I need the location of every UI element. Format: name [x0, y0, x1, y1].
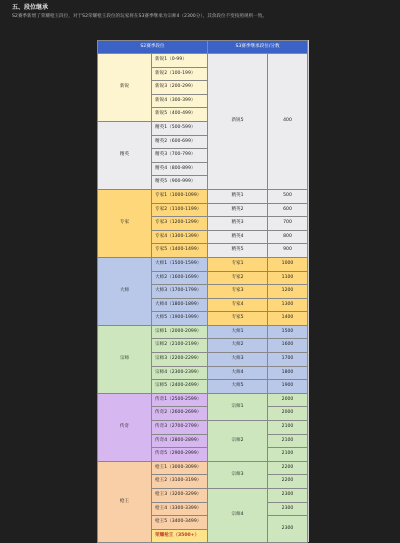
s3-points-cell: 2000 — [268, 407, 308, 421]
s3-rank-cell: 宗师2 — [208, 421, 268, 462]
sub-rank-cell: 传奇4（2800-2899） — [152, 434, 208, 448]
sub-rank-cell: 新锐1（0-99） — [152, 54, 208, 68]
sub-rank-cell: 专家4（1300-1399） — [152, 230, 208, 244]
sub-rank-cell: 宗师1（2000-2099） — [152, 325, 208, 339]
sub-rank-cell: 宗师3（2200-2299） — [152, 353, 208, 367]
s3-rank-cell: 宗师4 — [208, 489, 268, 543]
s3-points-cell: 1700 — [268, 353, 308, 367]
sub-rank-cell: 新锐3（200-299） — [152, 81, 208, 95]
s3-rank-cell: 宗师1 — [208, 393, 268, 420]
sub-rank-cell: 精英5（900-999） — [152, 176, 208, 190]
s3-points-cell: 1500 — [268, 325, 308, 339]
tier-cell-zongshi: 宗师 — [98, 325, 152, 393]
sub-rank-cell: 精英4（800-899） — [152, 162, 208, 176]
sub-rank-cell: 枪王2（3100-3199） — [152, 475, 208, 489]
s3-rank-cell: 专家4 — [208, 298, 268, 312]
s3-points-cell: 700 — [268, 217, 308, 231]
header-s2-rank: S2赛季段位 — [98, 41, 208, 54]
s3-rank-cell: 大师4 — [208, 366, 268, 380]
sub-rank-cell: 专家2（1100-1199） — [152, 203, 208, 217]
s3-points-cell: 500 — [268, 189, 308, 203]
s3-points-cell: 1000 — [268, 257, 308, 271]
s3-points-cell: 1900 — [268, 380, 308, 394]
s3-points-cell: 400 — [268, 54, 308, 190]
sub-rank-cell: 大师2（1600-1699） — [152, 271, 208, 285]
s3-points-cell: 1200 — [268, 285, 308, 299]
s3-rank-cell: 专家1 — [208, 257, 268, 271]
section-description: S2赛季新增了荣耀枪王段位，对于S2荣耀枪王段位的玩家将在S3赛季继承为宗师4（2300分），其余段位不变按照规则一致。 — [12, 14, 267, 19]
s3-points-cell: 800 — [268, 230, 308, 244]
s3-rank-cell: 专家5 — [208, 312, 268, 326]
s3-points-cell: 2200 — [268, 461, 308, 475]
sub-rank-cell: 大师5（1900-1999） — [152, 312, 208, 326]
sub-rank-cell: 传奇5（2900-2999） — [152, 448, 208, 462]
sub-rank-cell: 精英2（600-699） — [152, 135, 208, 149]
table-row — [98, 54, 308, 68]
sub-rank-cell: 枪王3（3200-3299） — [152, 489, 208, 503]
sub-rank-cell: 大师3（1700-1799） — [152, 285, 208, 299]
s3-points-cell: 2100 — [268, 421, 308, 435]
sub-rank-cell: 宗师5（2400-2499） — [152, 380, 208, 394]
s3-rank-cell: 宗师3 — [208, 461, 268, 488]
s3-points-cell: 2200 — [268, 475, 308, 489]
section-heading: 五、段位继承 — [12, 4, 49, 11]
s3-rank-cell: 专家2 — [208, 271, 268, 285]
s3-rank-cell: 精英4 — [208, 230, 268, 244]
s3-rank-cell: 大师2 — [208, 339, 268, 353]
sub-rank-cell: 枪王4（3300-3399） — [152, 502, 208, 516]
s3-points-cell: 2100 — [268, 448, 308, 462]
sub-rank-cell: 专家1（1000-1099） — [152, 189, 208, 203]
glory-rank-label: 荣耀枪王（3500+） — [155, 532, 200, 538]
sub-rank-cell: 传奇2（2600-2699） — [152, 407, 208, 421]
s3-points-cell: 2300 — [268, 502, 308, 516]
rank-inheritance-table — [97, 40, 308, 543]
table-row — [98, 461, 308, 475]
tier-cell-xinrui: 新锐 — [98, 54, 152, 122]
s3-points-cell: 2000 — [268, 393, 308, 407]
s3-points-cell: 2300 — [268, 489, 308, 503]
table-row — [98, 189, 308, 203]
sub-rank-cell: 枪王1（3000-3099） — [152, 461, 208, 475]
s3-rank-cell: 大师5 — [208, 380, 268, 394]
sub-rank-cell: 传奇1（2500-2599） — [152, 393, 208, 407]
s3-rank-cell: 大师3 — [208, 353, 268, 367]
sub-rank-cell: 宗师2（2100-2199） — [152, 339, 208, 353]
s3-rank-cell: 精英3 — [208, 217, 268, 231]
s3-rank-cell: 精英2 — [208, 203, 268, 217]
tier-cell-dashi: 大师 — [98, 257, 152, 325]
sub-rank-cell: 枪王5（3400-3499） — [152, 516, 208, 530]
table-row — [98, 257, 308, 271]
sub-rank-cell: 新锐5（400-499） — [152, 108, 208, 122]
s3-points-cell: 1600 — [268, 339, 308, 353]
s3-points-cell: 1100 — [268, 271, 308, 285]
s3-rank-cell: 精英5 — [208, 244, 268, 258]
sub-rank-cell: 大师4（1800-1899） — [152, 298, 208, 312]
s3-points-cell: 600 — [268, 203, 308, 217]
s3-points-cell: 2100 — [268, 434, 308, 448]
s3-points-cell: 1300 — [268, 298, 308, 312]
sub-rank-cell: 精英1（500-599） — [152, 121, 208, 135]
s3-points-cell: 2300 — [268, 516, 308, 543]
s3-rank-cell: 专家3 — [208, 285, 268, 299]
tier-cell-zhuanjia: 专家 — [98, 189, 152, 257]
s3-points-cell: 1400 — [268, 312, 308, 326]
s3-points-cell: 1800 — [268, 366, 308, 380]
sub-rank-cell: 传奇3（2700-2799） — [152, 421, 208, 435]
table-header-row — [98, 41, 308, 54]
sub-rank-cell: 新锐4（300-399） — [152, 94, 208, 108]
header-s3-rank: S3赛季继承段位/分数 — [208, 41, 308, 54]
sub-rank-cell: 专家3（1200-1299） — [152, 217, 208, 231]
sub-rank-cell: 新锐2（100-199） — [152, 67, 208, 81]
tier-cell-qiangwang: 枪王 — [98, 461, 152, 543]
sub-rank-cell: 精英3（700-799） — [152, 149, 208, 163]
s3-rank-cell: 大师1 — [208, 325, 268, 339]
sub-rank-cell: 宗师4（2300-2399） — [152, 366, 208, 380]
s3-rank-cell: 精英1 — [208, 189, 268, 203]
tier-cell-chuanqi: 传奇 — [98, 393, 152, 461]
table-row — [98, 325, 308, 339]
s3-rank-cell: 新锐5 — [208, 54, 268, 190]
sub-rank-cell: 大师1（1500-1599） — [152, 257, 208, 271]
tier-cell-jingying: 精英 — [98, 121, 152, 189]
sub-rank-cell: 专家5（1400-1499） — [152, 244, 208, 258]
table-row — [98, 393, 308, 407]
s3-points-cell: 900 — [268, 244, 308, 258]
